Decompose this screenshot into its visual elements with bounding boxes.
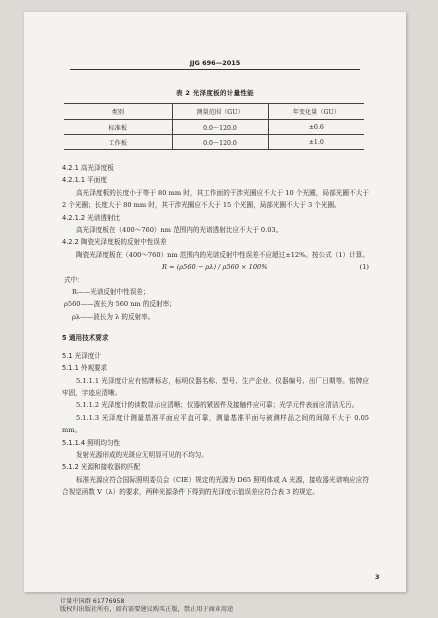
header-rule (70, 69, 360, 70)
table-header-cell: 测量范围（GU） (172, 104, 268, 120)
formula-number: (1) (359, 263, 369, 272)
heading-4-2-2: 4.2.2 陶瓷光泽度板的反射中性误差 (62, 238, 167, 247)
table-header-row (64, 104, 364, 120)
table-cell: ±0.6 (268, 120, 364, 135)
watermark (60, 598, 233, 614)
heading-5-1-2: 5.1.2 光源和接收器的匹配 (62, 463, 141, 472)
table-header-cell: 类别 (64, 104, 172, 120)
paragraph-transmittance: 高光泽度板在（400～760）nm 范围内的光谱透射比应不大于 0.03。 (76, 226, 283, 235)
heading-5-1-1: 5.1.1 外观要求 (62, 364, 108, 373)
table-row (64, 135, 364, 150)
body-text (62, 162, 369, 499)
paragraph-neutral-error: 陶瓷光泽度板在（400～760）nm 范围内的光谱反射中性误差不应超过±12%。按公式（1）计算。 (76, 250, 369, 259)
table-row (64, 120, 364, 135)
table-cell: 标准板 (64, 120, 172, 135)
table-cell: 0.0～120.0 (172, 120, 268, 135)
table-header-cell: 年变化量（GU） (268, 104, 364, 120)
paragraph-5-1-1-2: 5.1.1.2 光泽度计的读数显示应清晰；仪器的紧固件及接触件应可靠；光学元件表面应清洁无污。 (76, 401, 359, 410)
formula: R = (ρ560 − ρλ) / ρ560 × 100% (162, 263, 268, 272)
paragraph-uniformity: 发射光源形成的光斑应无明显可见的不均匀。 (76, 450, 208, 459)
table-cell: 工作板 (64, 135, 172, 150)
heading-4-2-1: 4.2.1 高光泽度板 (62, 164, 114, 172)
definition-p560: ρ560——波长为 560 nm 的反射率； (64, 300, 176, 309)
table-cell: 0.0～120.0 (172, 135, 268, 150)
definition-plambda: ρλ——波长为 λ 的反射率。 (72, 312, 155, 321)
spec-table (64, 103, 364, 150)
page-number: 3 (375, 573, 380, 581)
definition-R: R——光谱反射中性误差； (72, 288, 150, 297)
formula-line (62, 261, 369, 273)
heading-4-2-1-2: 4.2.1.2 光谱透射比 (62, 213, 121, 222)
where-label: 式中： (64, 275, 84, 284)
paragraph-flatness: 高光泽度板的长度小于等于 80 mm 时，其工作面的干涉光圈应不大于 10 个光圈，局部光圈不大于 2 个光圈；长度大于 80 mm 时，其干涉光圈应不大于 15 个光圈，局部光圈不大于 3 个光圈。 (62, 188, 369, 210)
paragraph-5-1-1-3: 5.1.1.3 光泽度计测量基准平面应平直可靠，测量基准平面与被测样品之间的间隙不大于 0.05 mm。 (62, 413, 369, 435)
table-title: 表 2 光泽度板的计量性能 (176, 89, 254, 97)
standard-number: JJG 696—2015 (189, 59, 241, 67)
heading-4-2-1-1: 4.2.1.1 平面度 (62, 176, 107, 185)
document-page (24, 12, 406, 592)
heading-5-1: 5.1 光泽度计 (62, 351, 101, 360)
paragraph-matching: 标准光源应符合国际照明委员会（CIE）规定的光源为 D65 照明体或 A 光源，接收器光谱响应应符合视觉函数 V（λ）的要求，两种光源条件下得到的光泽度示值误差应符合表 3 的规定。 (62, 475, 369, 497)
heading-5: 5 通用技术要求 (62, 334, 109, 343)
heading-5-1-1-4: 5.1.1.4 照明均匀性 (62, 438, 121, 447)
watermark-line-1: 计量中国群 61776958 (60, 598, 125, 605)
watermark-line-2: 版权归出版社所有，如有需要建议购买正版，禁止用于商业用途 (60, 606, 234, 613)
table-cell: ±1.0 (268, 135, 364, 150)
paragraph-5-1-1-1: 5.1.1.1 光泽度计应有铭牌标志，标明仪器名称、型号、生产企业、仪器编号、出厂日期等。铭牌应牢固，字迹应清晰。 (62, 376, 369, 397)
